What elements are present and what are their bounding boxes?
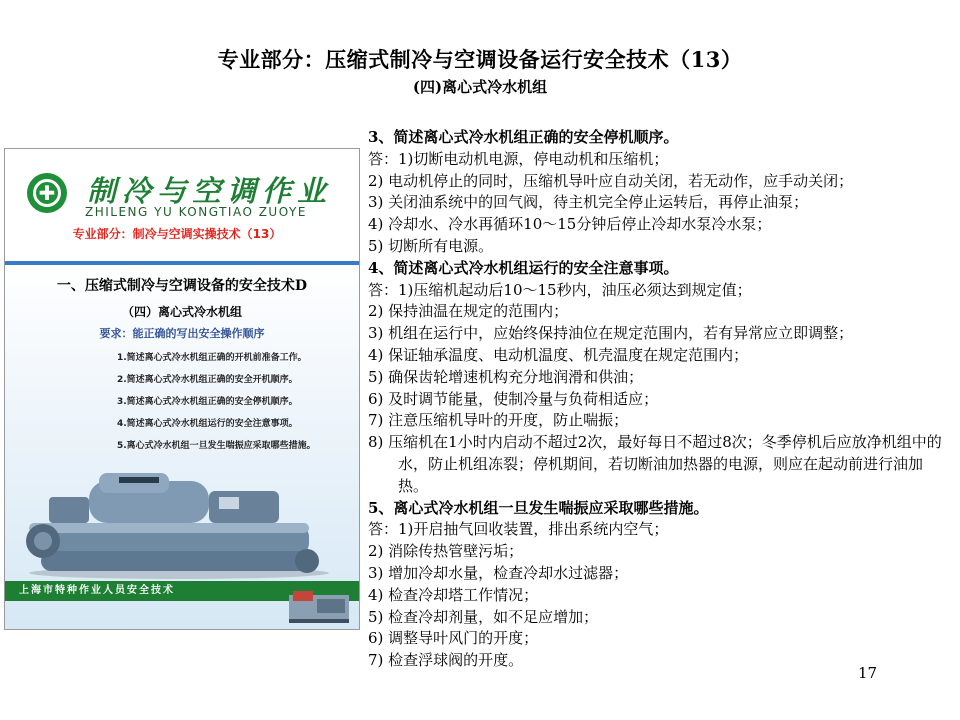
page-subtitle: (四)离心式冷水机组 <box>412 78 548 96</box>
answer-line: 答：1)压缩机起动后10～15秒内，油压必须达到规定值； <box>368 280 752 299</box>
answer-item: 5) 检查冷却剂量，如不足应增加； <box>368 607 599 626</box>
cover-task-item: 4.简述离心式冷水机组运行的安全注意事项。 <box>117 419 298 429</box>
answer-item: 5) 确保齿轮增速机构充分地润滑和供油； <box>368 367 644 386</box>
cover-brand-pinyin: ZHILENG YU KONGTIAO ZUOYE <box>85 205 307 219</box>
page-number: 17 <box>858 664 878 682</box>
answer-content <box>368 127 946 672</box>
cover-image <box>4 148 360 630</box>
question-heading: 5、离心式冷水机组一旦发生喘振应采取哪些措施。 <box>368 498 709 517</box>
cover-body <box>5 265 359 630</box>
cover-requirement: 要求：能正确的写出安全操作顺序 <box>99 327 265 340</box>
cover-header <box>5 149 359 261</box>
cover-brand-title: 制冷与空调作业 <box>87 174 333 208</box>
page-title: 专业部分：压缩式制冷与空调设备运行安全技术（13） <box>217 47 743 72</box>
answer-item: 6) 调整导叶风门的开度； <box>368 629 539 648</box>
cover-task-item: 2.简述离心式冷水机组正确的安全开机顺序。 <box>117 375 298 385</box>
answer-item: 6) 及时调节能量，使制冷量与负荷相适应； <box>368 389 659 408</box>
small-chiller-icon <box>287 587 351 625</box>
answer-item: 5) 切断所有电源。 <box>368 236 494 255</box>
answer-item: 3) 增加冷却水量，检查冷却水过滤器； <box>368 563 629 582</box>
cover-footer-text: 上海市特种作业人员安全技术 <box>5 581 360 601</box>
answer-line: 答：1)切断电动机电源，停电动机和压缩机； <box>368 149 669 168</box>
answer-item: 7) 注意压缩机导叶的开度，防止喘振； <box>368 411 629 430</box>
cover-task-item: 3.简述离心式冷水机组正确的安全停机顺序。 <box>117 397 298 407</box>
cover-task-item: 5.离心式冷水机组一旦发生喘振应采取哪些措施。 <box>117 441 316 451</box>
answer-item: 7) 检查浮球阀的开度。 <box>368 651 524 670</box>
question-heading: 4、简述离心式冷水机组运行的安全注意事项。 <box>368 258 679 277</box>
answer-item: 3) 机组在运行中，应始终保持油位在规定范围内，若有异常应立即调整； <box>368 324 854 343</box>
answer-item: 3) 关闭油系统中的回气阀，待主机完全停止运转后，再停止油泵； <box>368 193 809 212</box>
cover-task-item: 1.简述离心式冷水机组正确的开机前准备工作。 <box>117 353 307 363</box>
answer-item: 8) 压缩机在1小时内启动不超过2次，最好每日不超过8次；冬季停机后应放净机组中的水，防止机组冻裂；停机期间，若切断油加热器的电源，则应在起动前进行油加热。 <box>368 433 942 495</box>
answer-item: 2) 电动机停止的同时，压缩机导叶应自动关闭，若无动作，应手动关闭； <box>368 171 854 190</box>
answer-item: 2) 保持油温在规定的范围内； <box>368 302 569 321</box>
cover-task-list <box>117 351 316 461</box>
safety-cross-logo-icon: ✚ <box>27 173 67 213</box>
answer-item: 4) 保证轴承温度、电动机温度、机壳温度在规定范围内； <box>368 345 749 364</box>
answer-item: 2) 消除传热管壁污垢； <box>368 542 524 561</box>
answer-line: 答：1)开启抽气回收装置，排出系统内空气； <box>368 520 669 539</box>
answer-item: 4) 冷却水、冷水再循环10～15分钟后停止冷却水泵冷水泵； <box>368 215 772 234</box>
cover-subheading: （四）离心式冷水机组 <box>121 305 242 319</box>
cover-heading: 一、压缩式制冷与空调设备的安全技术D <box>56 278 308 294</box>
chiller-unit-illustration <box>19 463 337 581</box>
cover-band-text: 专业部分：制冷与空调实操技术（13） <box>72 227 282 241</box>
question-heading: 3、简述离心式冷水机组正确的安全停机顺序。 <box>368 128 679 146</box>
answer-item: 4) 检查冷却塔工作情况； <box>368 585 539 604</box>
